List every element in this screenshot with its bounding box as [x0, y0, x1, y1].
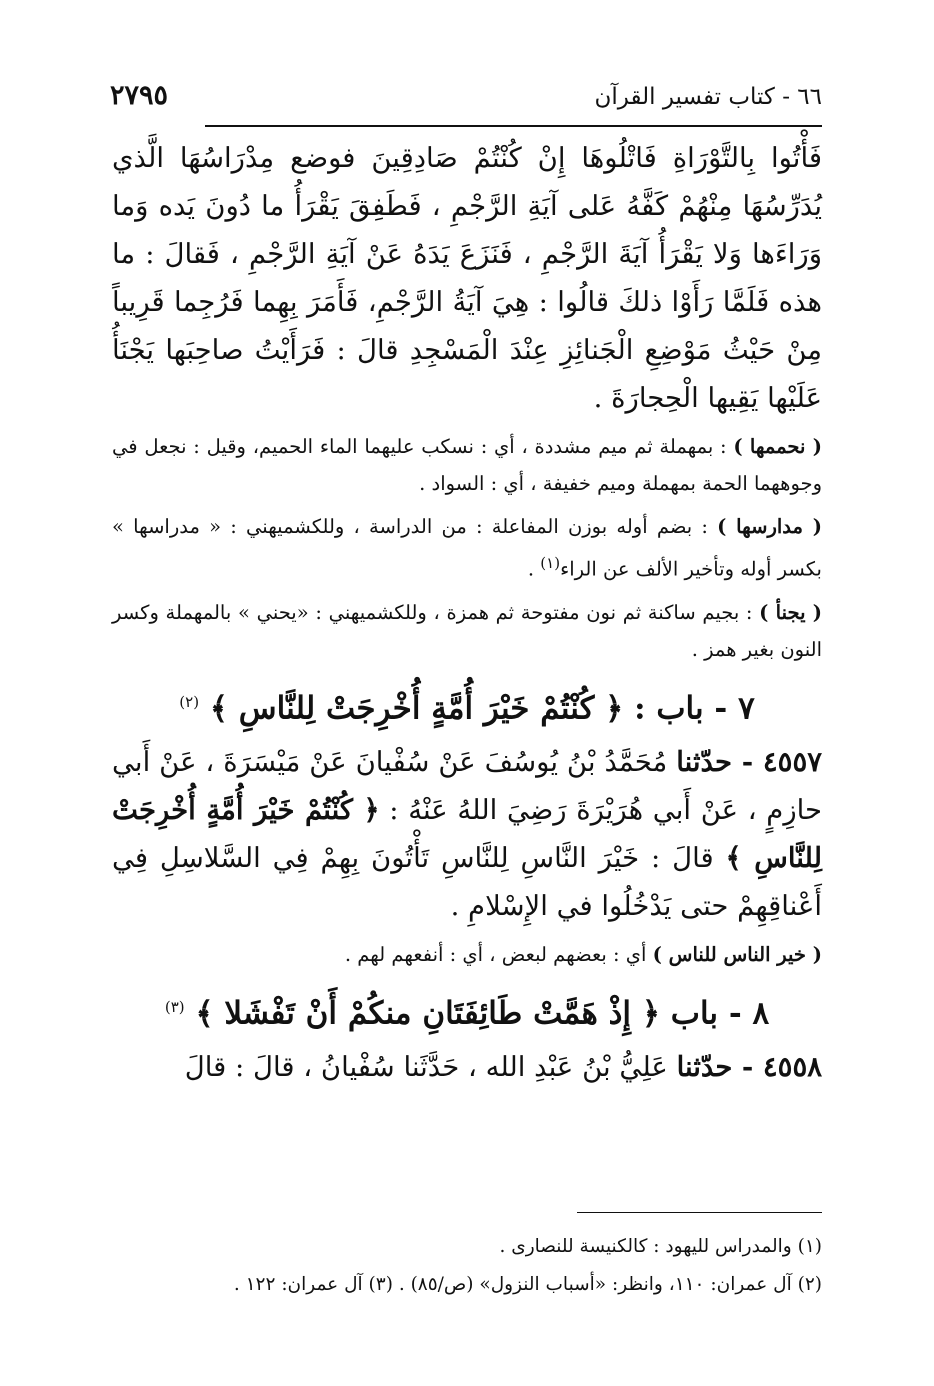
commentary-note [112, 936, 822, 973]
heading-text: ٨ - باب ﴿ إِذْ هَمَّتْ طَائِفَتَانِ منكُمْ أَنْ تَفْشَلا ﴾ [195, 995, 770, 1032]
footnotes [112, 1228, 822, 1304]
hadith-text: عَلِيُّ بْنُ عَبْدِ الله ، حَدَّثَنا سُفْيانُ ، قالَ : قالَ [184, 1051, 677, 1084]
page-number: ٢٧٩٥ [110, 80, 169, 111]
hadith-number: ٤٥٥٨ - حدّثنا [676, 1051, 822, 1084]
hadith-number: ٤٥٥٧ - حدّثنا [676, 745, 822, 778]
footnote-ref: (٢) [179, 692, 200, 711]
footnote-ref: (٣) [164, 997, 185, 1016]
note-text: : بضم أوله بوزن المفاعلة : من الدراسة ، وللكشميهني : « مدراسها » بكسر أوله وتأخير الألف عن الراء [112, 515, 822, 581]
chapter-heading [112, 672, 822, 738]
note-text: : بمهملة ثم ميم مشددة ، أي : نسكب عليهما الماء الحميم، وقيل : نجعل في وجوههما الحمة بمهملة وميم خفيفة ، أي : السواد . [112, 435, 822, 495]
commentary-note [112, 428, 822, 502]
header-rule [205, 125, 822, 127]
commentary-note [112, 594, 822, 668]
page-body [112, 134, 822, 1091]
hadith-text: قالَ : خَيْرَ النَّاسِ لِلنَّاسِ تَأْتُونَ بِهِمْ فِي السَّلاسِلِ فِي أَعْناقِهِمْ حتى يَدْخُلُوا في الإِسْلامِ . [112, 841, 822, 922]
footnote-ref: (١) [540, 554, 561, 572]
quran-quote: ﴿ كُنْتُمْ خَيْرَ أُمَّةٍ أُخْرِجَتْ لِلنَّاسِ ﴾ [112, 793, 822, 874]
hadith-text: مُحَمَّدُ بْنُ يُوسُفَ عَنْ سُفْيانَ عَنْ مَيْسَرَةَ ، عَنْ أَبي حازِمٍ ، عَنْ أَبي هُرَيْرَةَ رَضِيَ اللهُ عَنْهُ : [112, 745, 822, 826]
chapter-heading [112, 977, 822, 1043]
commentary-note [112, 508, 822, 588]
footnote: (١) والمدراس لليهود : كالكنيسة للنصارى . [499, 1236, 822, 1257]
hadith-paragraph [112, 1043, 822, 1091]
note-term: ( مدارسها ) [717, 515, 822, 538]
note-tail: . [527, 557, 541, 581]
note-term: ( نحممها ) [733, 435, 822, 458]
note-term: ( خير الناس للناس ) [652, 942, 822, 966]
heading-text: ٧ - باب : ﴿ كُنْتُمْ خَيْرَ أُمَّةٍ أُخْرِجَتْ لِلنَّاسِ ﴾ [209, 689, 755, 726]
note-text: : بجيم ساكنة ثم نون مفتوحة ثم همزة ، وللكشميهني : «يحني » بالمهملة وكسر النون بغير همز . [112, 600, 822, 661]
note-term: ( يجنأ ) [759, 600, 822, 624]
hadith-continuation: فَأْتُوا بِالتَّوْرَاةِ فَاتْلُوهَا إِنْ كُنْتُمْ صَادِقِينَ فوضع مِدْرَاسُهَا الَّذي يُدَرِّسُهَا مِنْهُمْ كَفَّهُ عَلى آيَةِ الرَّجْمِ ، فَطَفِقَ يَقْرَأُ ما دُونَ يَده وَما وَرَاءَها وَلا يَقْرَأُ آيَةَ الرَّجْمِ ، فَنَزَعَ يَدَهُ عَنْ آيَةِ الرَّجْمِ ، فَقالَ : ما هذه فَلَمَّا رَأَوْا ذلكَ قالُوا : هِيَ آيَةُ الرَّجْمِ، فَأَمَرَ بِهِما فَرُجِما قَرِيباً مِنْ حَيْثُ مَوْضِعِ الْجَنائِزِ عِنْدَ الْمَسْجِدِ قالَ : فَرَأَيْتُ صاحِبَها يَجْنَأُ عَلَيْها يَقِيها الْحِجارَةَ . [112, 142, 822, 414]
footnote: (٢) آل عمران: ١١٠، وانظر: «أسباب النزول» (ص/٨٥) . (٣) آل عمران: ١٢٢ . [233, 1274, 822, 1295]
footnote-rule [577, 1212, 822, 1213]
page-header [110, 80, 822, 120]
hadith-paragraph [112, 738, 822, 930]
chapter-title: ٦٦ - كتاب تفسير القرآن [594, 84, 822, 110]
note-text: أي : بعضهم لبعض ، أي : أنفعهم لهم . [344, 942, 653, 966]
